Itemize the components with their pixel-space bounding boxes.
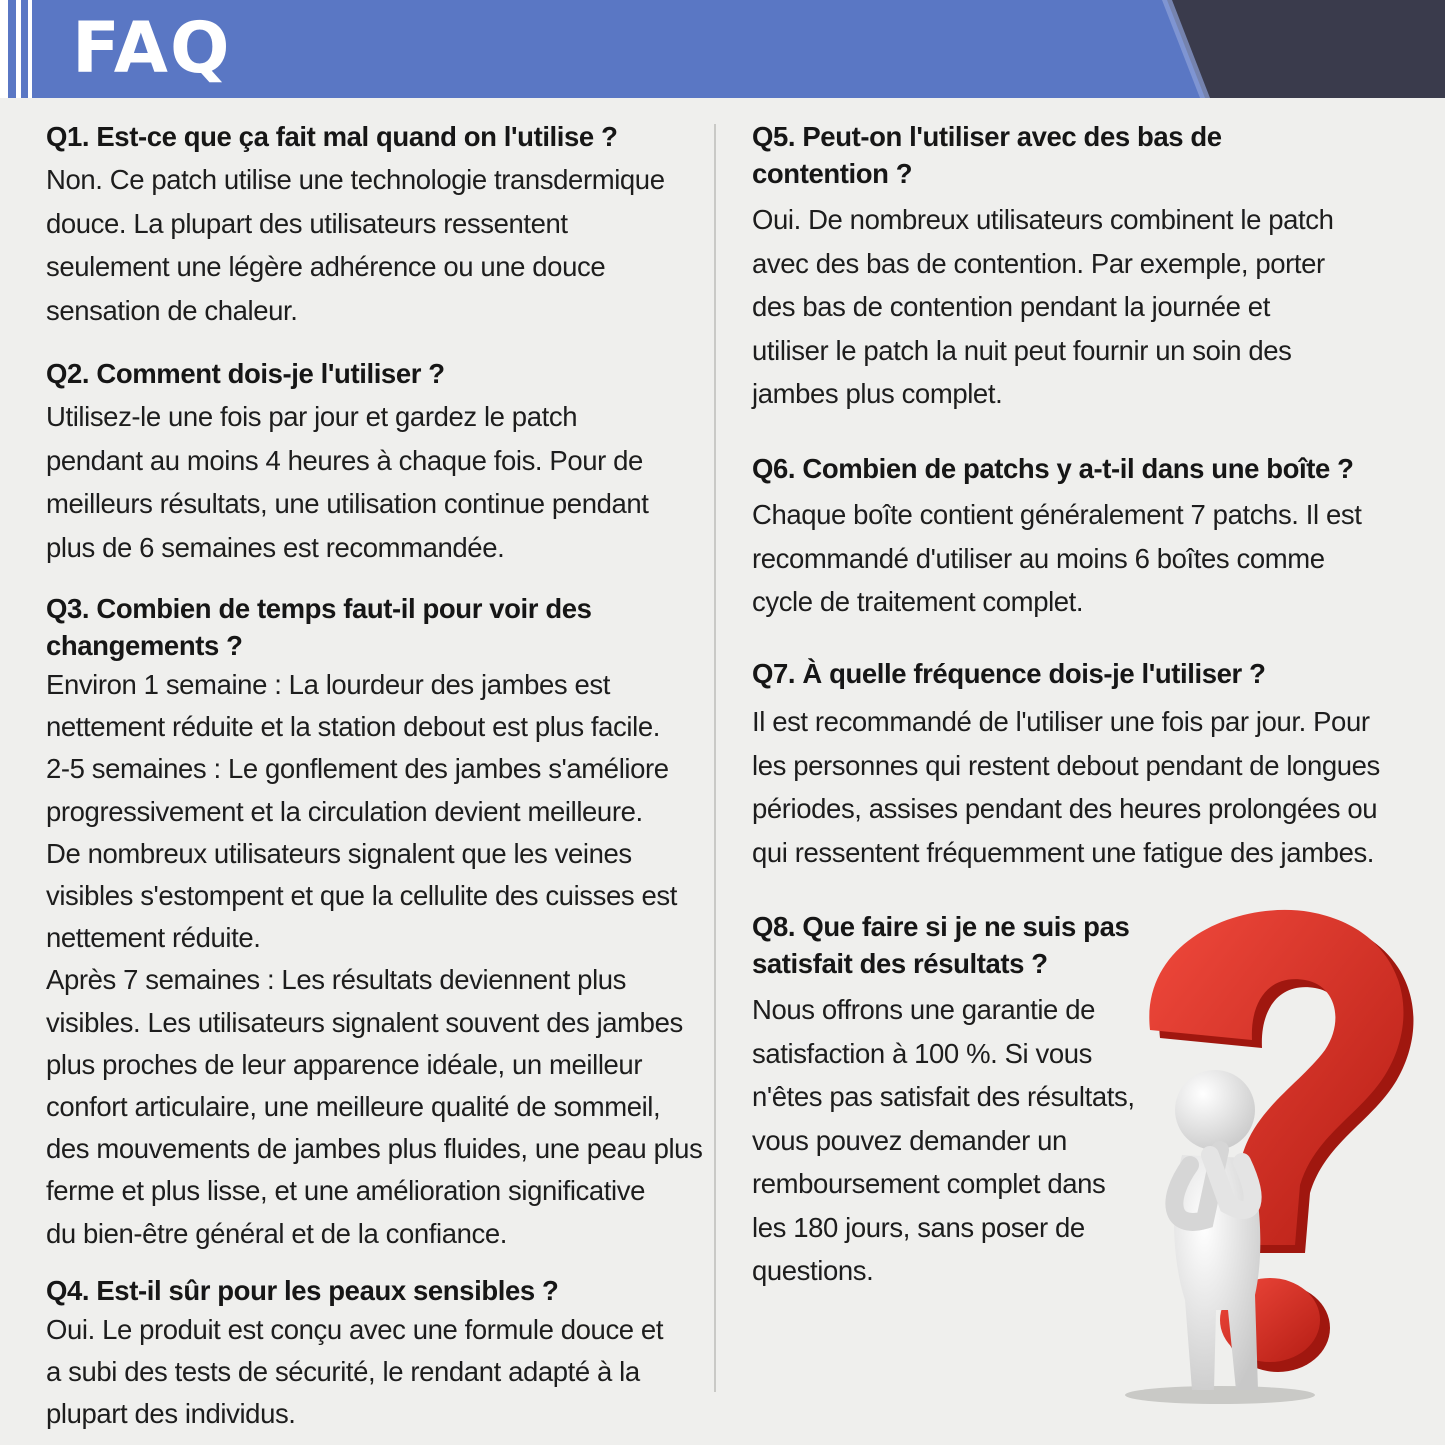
faq-item-q5	[752, 118, 1417, 416]
faq-item-q7	[752, 655, 1417, 874]
faq-answer: Chaque boîte contient généralement 7 patchs. Il est recommandé d'utiliser au moins 6 boîtes comme cycle de traitement complet.	[752, 499, 1362, 617]
faq-item-q8	[752, 908, 1172, 1293]
faq-item-q4	[46, 1272, 716, 1435]
faq-question: Q1. Est-ce que ça fait mal quand on l'utilise ?	[46, 121, 618, 152]
faq-answer: Oui. Le produit est conçu avec une formule douce et a subi des tests de sécurité, le rendant adapté à la plupart des individus.	[46, 1314, 664, 1429]
header-banner	[0, 0, 1445, 98]
faq-question: Q8. Que faire si je ne suis pas satisfait des résultats ?	[752, 911, 1130, 979]
faq-item-q6	[752, 450, 1417, 624]
faq-question: Q4. Est-il sûr pour les peaux sensibles ?	[46, 1275, 559, 1306]
faq-answer: Environ 1 semaine : La lourdeur des jambes est nettement réduite et la station debout est plus facile. 2-5 semaines : Le gonflement des jambes s'améliore progressivement et la circulation devient meilleure. De nombreux utilisateurs signalent que les veines visibles s'estompent et que la cellulite des cuisses est nettement réduite. Après 7 semaines : Les résultats deviennent plus visibles. Les utilisateurs signalent souvent des jambes plus proches de leur apparence idéale, un meilleur confort articulaire, une meilleure qualité de sommeil, des mouvements de jambes plus fluides, une peau plus ferme et plus lisse, et une amélioration significative du bien-être général et de la confiance.	[46, 669, 703, 1249]
faq-item-q2	[46, 355, 716, 569]
faq-answer: Il est recommandé de l'utiliser une fois par jour. Pour les personnes qui restent debout pendant de longues périodes, assises pendant des heures prolongées ou qui ressentent fréquemment une fatigue des jambes.	[752, 706, 1380, 868]
faq-question: Q7. À quelle fréquence dois-je l'utiliser ?	[752, 658, 1266, 689]
faq-item-q1	[46, 118, 716, 332]
page-title: FAQ	[72, 7, 232, 89]
question-mark-thinking-figure-icon	[1110, 900, 1445, 1405]
faq-question: Q5. Peut-on l'utiliser avec des bas de contention ?	[752, 121, 1222, 189]
faq-answer: Utilisez-le une fois par jour et gardez le patch pendant au moins 4 heures à chaque fois. Pour de meilleurs résultats, une utilisation continue pendant plus de 6 semaines est recommandée.	[46, 401, 649, 563]
faq-answer: Oui. De nombreux utilisateurs combinent le patch avec des bas de contention. Par exemple, porter des bas de contention pendant la journée et utiliser le patch la nuit peut fournir un soin des jambes plus complet.	[752, 204, 1334, 409]
faq-question: Q6. Combien de patchs y a-t-il dans une boîte ?	[752, 453, 1354, 484]
faq-answer: Nous offrons une garantie de satisfaction à 100 %. Si vous n'êtes pas satisfait des résultats, vous pouvez demander un remboursement complet dans les 180 jours, sans poser de questions.	[752, 994, 1135, 1286]
faq-answer: Non. Ce patch utilise une technologie transdermique douce. La plupart des utilisateurs ressentent seulement une légère adhérence ou une douce sensation de chaleur.	[46, 164, 665, 326]
faq-question: Q3. Combien de temps faut-il pour voir des changements ?	[46, 593, 592, 661]
faq-item-q3	[46, 590, 716, 1255]
faq-question: Q2. Comment dois-je l'utiliser ?	[46, 358, 445, 389]
